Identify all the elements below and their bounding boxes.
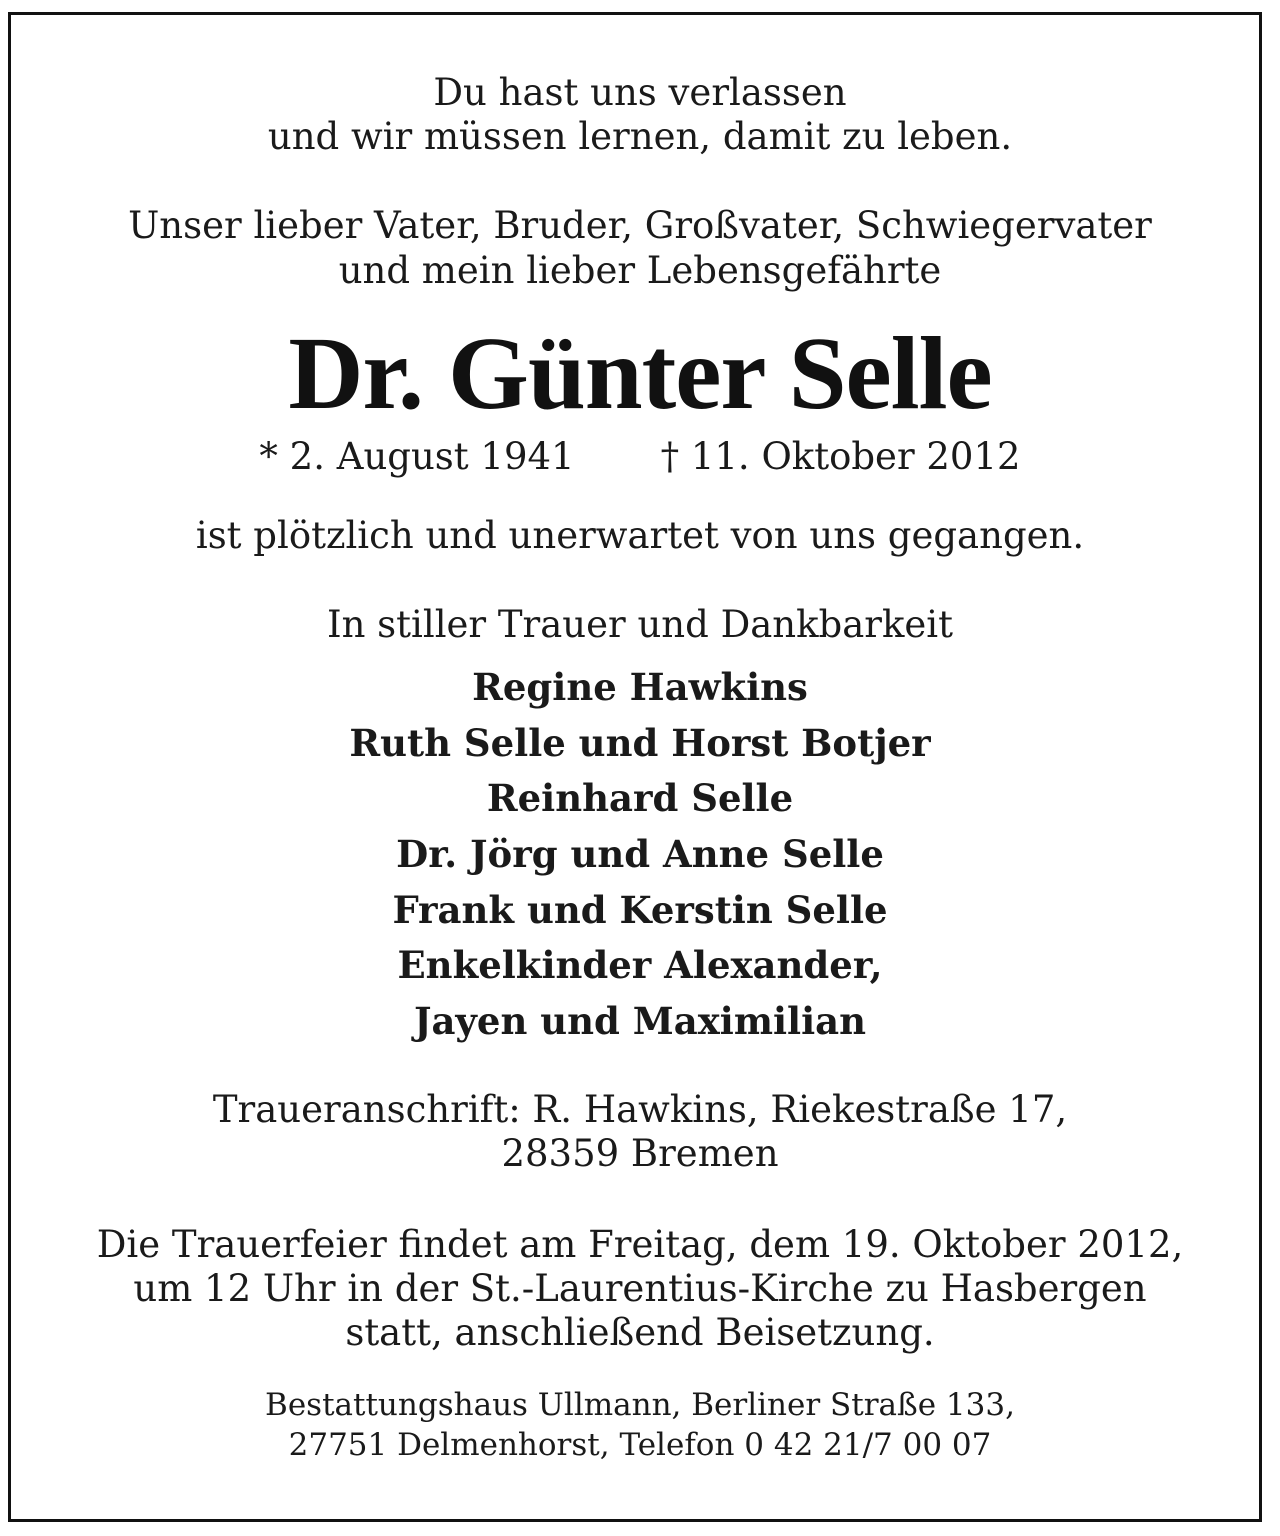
- mourner-name: Frank und Kerstin Selle: [392, 888, 888, 932]
- passing-text: ist plötzlich und unerwartet von uns gegangen.: [195, 514, 1085, 557]
- mourning-line: In stiller Trauer und Dankbarkeit: [326, 603, 954, 646]
- undertaker-line-2: 27751 Delmenhorst, Telefon 0 42 21/7 00 07: [288, 1427, 992, 1463]
- intro-line-2: und mein lieber Lebensgefährte: [338, 249, 942, 292]
- mourning-address-line-2: 28359 Bremen: [501, 1132, 779, 1175]
- mourner-name: Regine Hawkins: [472, 665, 808, 709]
- mourner-name: Ruth Selle und Horst Botjer: [349, 721, 931, 765]
- intro-line-1: Unser lieber Vater, Bruder, Großvater, Schwiegervater: [128, 204, 1152, 247]
- funeral-service-line-2: um 12 Uhr in der St.-Laurentius-Kirche zu Hasbergen: [133, 1267, 1147, 1310]
- funeral-service-line-3: statt, anschließend Beisetzung.: [345, 1311, 935, 1354]
- birth-date: * 2. August 1941: [259, 435, 575, 478]
- undertaker-line-1: Bestattungshaus Ullmann, Berliner Straße 133,: [265, 1387, 1015, 1423]
- mourner-name: Dr. Jörg und Anne Selle: [396, 832, 884, 876]
- verse-line-1: Du hast uns verlassen: [433, 71, 847, 114]
- mourning-address-line-1: Traueranschrift: R. Hawkins, Riekestraße 17,: [212, 1088, 1068, 1131]
- mourner-name: Reinhard Selle: [486, 776, 794, 820]
- mourner-name: Jayen und Maximilian: [413, 999, 867, 1043]
- life-dates: [0, 435, 1280, 478]
- verse-line-2: und wir müssen lernen, damit zu leben.: [267, 115, 1013, 158]
- mourner-name: Enkelkinder Alexander,: [397, 943, 883, 987]
- death-date: † 11. Oktober 2012: [660, 435, 1021, 478]
- deceased-name: Dr. Günter Selle: [288, 316, 992, 431]
- funeral-service-line-1: Die Trauerfeier findet am Freitag, dem 19. Oktober 2012,: [96, 1223, 1184, 1266]
